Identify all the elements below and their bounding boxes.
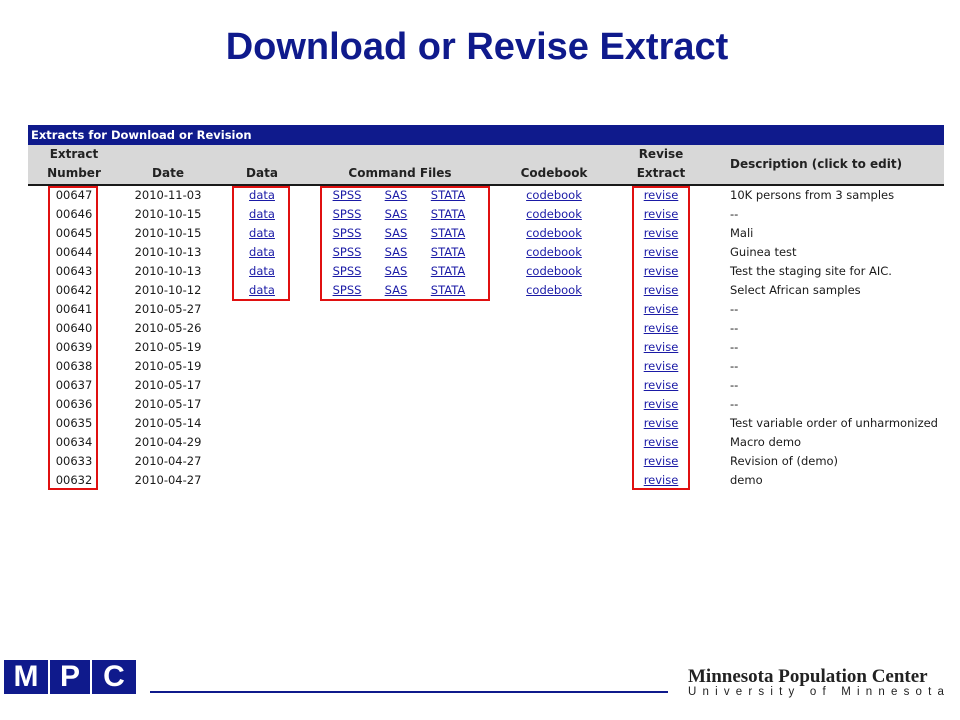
footer-divider bbox=[150, 691, 668, 693]
table-row bbox=[28, 452, 944, 471]
header-revise-extract: Revise Extract bbox=[636, 147, 686, 180]
description-cell[interactable]: Select African samples bbox=[730, 283, 861, 297]
description-cell[interactable]: demo bbox=[730, 473, 763, 487]
revise-link[interactable]: revise bbox=[643, 454, 679, 468]
data-link[interactable]: data bbox=[249, 245, 275, 259]
spss-link[interactable]: SPSS bbox=[332, 283, 362, 297]
stata-link[interactable]: STATA bbox=[430, 264, 466, 278]
table-row bbox=[28, 357, 944, 376]
stata-link[interactable]: STATA bbox=[430, 245, 466, 259]
extract-date: 2010-04-29 bbox=[134, 435, 202, 449]
extract-number: 00636 bbox=[55, 397, 93, 411]
header-codebook: Codebook bbox=[520, 166, 588, 180]
revise-link[interactable]: revise bbox=[643, 321, 679, 335]
header-description: Description (click to edit) bbox=[730, 157, 903, 171]
mpc-logo-letter: P bbox=[50, 660, 90, 694]
description-cell[interactable]: Test the staging site for AIC. bbox=[730, 264, 892, 278]
extracts-panel bbox=[28, 125, 944, 490]
extract-date: 2010-05-17 bbox=[134, 397, 202, 411]
description-cell[interactable]: -- bbox=[730, 340, 739, 354]
data-link[interactable]: data bbox=[249, 207, 275, 221]
revise-link[interactable]: revise bbox=[643, 207, 679, 221]
description-cell[interactable]: -- bbox=[730, 321, 739, 335]
sas-link[interactable]: SAS bbox=[384, 226, 408, 240]
extract-number: 00642 bbox=[55, 283, 93, 297]
revise-link[interactable]: revise bbox=[643, 283, 679, 297]
sas-link[interactable]: SAS bbox=[384, 283, 408, 297]
footer-university: University of Minnesota bbox=[688, 686, 951, 698]
codebook-link[interactable]: codebook bbox=[526, 188, 582, 202]
highlight-box-extract-numbers bbox=[48, 186, 98, 490]
extract-number: 00645 bbox=[55, 226, 93, 240]
sas-link[interactable]: SAS bbox=[384, 188, 408, 202]
extract-date: 2010-10-15 bbox=[134, 207, 202, 221]
extract-date: 2010-04-27 bbox=[134, 454, 202, 468]
revise-link[interactable]: revise bbox=[643, 473, 679, 487]
spss-link[interactable]: SPSS bbox=[332, 245, 362, 259]
mpc-logo bbox=[4, 660, 136, 694]
extract-number: 00641 bbox=[55, 302, 93, 316]
column-header-row bbox=[28, 145, 944, 186]
extract-date: 2010-05-17 bbox=[134, 378, 202, 392]
table-row bbox=[28, 300, 944, 319]
extract-date: 2010-05-19 bbox=[134, 340, 202, 354]
extract-date: 2010-04-27 bbox=[134, 473, 202, 487]
spss-link[interactable]: SPSS bbox=[332, 264, 362, 278]
extract-date: 2010-11-03 bbox=[134, 188, 202, 202]
extract-number: 00643 bbox=[55, 264, 93, 278]
extract-date: 2010-10-15 bbox=[134, 226, 202, 240]
revise-link[interactable]: revise bbox=[643, 245, 679, 259]
extract-date: 2010-05-27 bbox=[134, 302, 202, 316]
extract-date: 2010-05-26 bbox=[134, 321, 202, 335]
revise-link[interactable]: revise bbox=[643, 302, 679, 316]
extract-number: 00637 bbox=[55, 378, 93, 392]
highlight-box-data-links bbox=[232, 186, 290, 301]
codebook-link[interactable]: codebook bbox=[526, 226, 582, 240]
spss-link[interactable]: SPSS bbox=[332, 188, 362, 202]
extract-date: 2010-10-12 bbox=[134, 283, 202, 297]
data-link[interactable]: data bbox=[249, 264, 275, 278]
slide-title: Download or Revise Extract bbox=[225, 26, 729, 68]
data-link[interactable]: data bbox=[249, 226, 275, 240]
revise-link[interactable]: revise bbox=[643, 226, 679, 240]
codebook-link[interactable]: codebook bbox=[526, 264, 582, 278]
revise-link[interactable]: revise bbox=[643, 397, 679, 411]
description-cell[interactable]: -- bbox=[730, 378, 739, 392]
description-cell[interactable]: Guinea test bbox=[730, 245, 797, 259]
highlight-box-revise-links bbox=[632, 186, 690, 490]
description-cell[interactable]: 10K persons from 3 samples bbox=[730, 188, 895, 202]
revise-link[interactable]: revise bbox=[643, 378, 679, 392]
extract-number: 00640 bbox=[55, 321, 93, 335]
table-row bbox=[28, 414, 944, 433]
description-cell[interactable]: -- bbox=[730, 302, 739, 316]
revise-link[interactable]: revise bbox=[643, 435, 679, 449]
table-row bbox=[28, 471, 944, 490]
description-cell[interactable]: Test variable order of unharmonized bbox=[730, 416, 938, 430]
description-cell[interactable]: -- bbox=[730, 397, 739, 411]
description-cell[interactable]: Mali bbox=[730, 226, 754, 240]
extract-date: 2010-10-13 bbox=[134, 245, 202, 259]
header-date: Date bbox=[152, 166, 184, 180]
extract-number: 00639 bbox=[55, 340, 93, 354]
table-row bbox=[28, 433, 944, 452]
table-row bbox=[28, 376, 944, 395]
data-link[interactable]: data bbox=[249, 188, 275, 202]
extract-number: 00634 bbox=[55, 435, 93, 449]
table-row bbox=[28, 319, 944, 338]
extract-number: 00635 bbox=[55, 416, 93, 430]
extract-date: 2010-05-19 bbox=[134, 359, 202, 373]
description-cell[interactable]: Revision of (demo) bbox=[730, 454, 839, 468]
panel-header: Extracts for Download or Revision bbox=[28, 125, 944, 145]
extract-number: 00633 bbox=[55, 454, 93, 468]
data-link[interactable]: data bbox=[249, 283, 275, 297]
codebook-link[interactable]: codebook bbox=[526, 283, 582, 297]
stata-link[interactable]: STATA bbox=[430, 188, 466, 202]
mpc-logo-letter: M bbox=[4, 660, 48, 694]
description-cell[interactable]: -- bbox=[730, 207, 739, 221]
revise-link[interactable]: revise bbox=[643, 264, 679, 278]
sas-link[interactable]: SAS bbox=[384, 264, 408, 278]
extract-date: 2010-10-13 bbox=[134, 264, 202, 278]
table-row bbox=[28, 338, 944, 357]
revise-link[interactable]: revise bbox=[643, 416, 679, 430]
mpc-logo-letter: C bbox=[92, 660, 136, 694]
description-cell[interactable]: Macro demo bbox=[730, 435, 802, 449]
extract-number: 00638 bbox=[55, 359, 93, 373]
extract-number: 00646 bbox=[55, 207, 93, 221]
extract-number: 00647 bbox=[55, 188, 93, 202]
stata-link[interactable]: STATA bbox=[430, 207, 466, 221]
description-cell[interactable]: -- bbox=[730, 359, 739, 373]
codebook-link[interactable]: codebook bbox=[526, 245, 582, 259]
header-extract-number: Extract Number bbox=[47, 147, 101, 180]
spss-link[interactable]: SPSS bbox=[332, 226, 362, 240]
highlight-box-command-files bbox=[320, 186, 490, 301]
revise-link[interactable]: revise bbox=[643, 340, 679, 354]
spss-link[interactable]: SPSS bbox=[332, 207, 362, 221]
stata-link[interactable]: STATA bbox=[430, 283, 466, 297]
sas-link[interactable]: SAS bbox=[384, 207, 408, 221]
header-data: Data bbox=[246, 166, 278, 180]
extract-number: 00644 bbox=[55, 245, 93, 259]
stata-link[interactable]: STATA bbox=[430, 226, 466, 240]
revise-link[interactable]: revise bbox=[643, 188, 679, 202]
footer-org-name: Minnesota Population Center bbox=[688, 666, 928, 687]
sas-link[interactable]: SAS bbox=[384, 245, 408, 259]
header-command-files: Command Files bbox=[348, 166, 452, 180]
extract-date: 2010-05-14 bbox=[134, 416, 202, 430]
extract-number: 00632 bbox=[55, 473, 93, 487]
codebook-link[interactable]: codebook bbox=[526, 207, 582, 221]
table-row bbox=[28, 395, 944, 414]
revise-link[interactable]: revise bbox=[643, 359, 679, 373]
